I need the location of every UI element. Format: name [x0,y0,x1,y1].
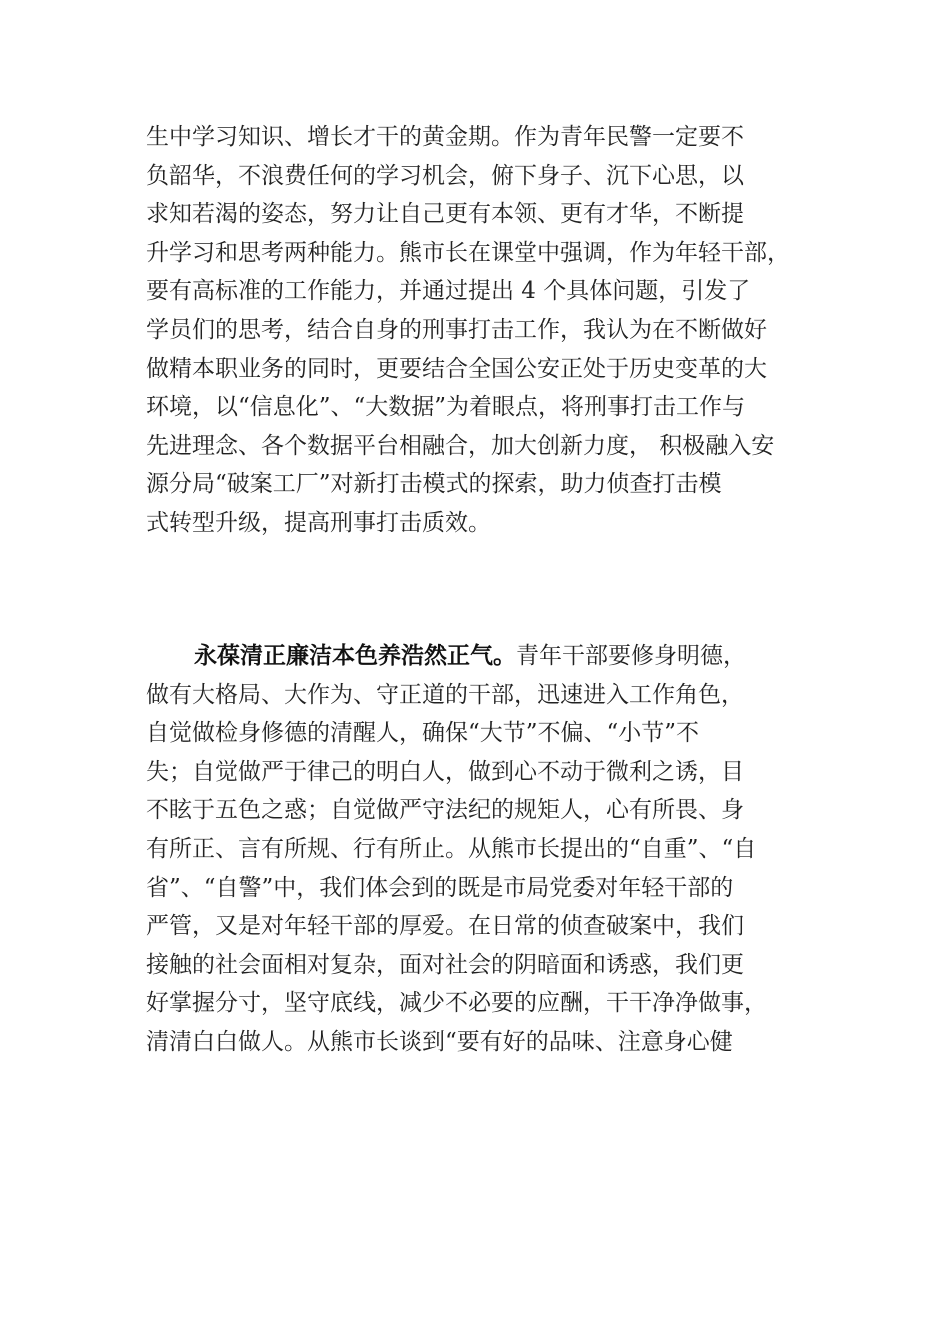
text-line: 学员们的思考，结合自身的刑事打击工作，我认为在不断做好 [146,316,767,343]
text-line: 做精本职业务的同时，更要结合全国公安正处于历史变革的大 [146,355,767,382]
text-line: 先进理念、各个数据平台相融合，加大创新力度， 积极融入安 [146,432,775,459]
section-heading: 永葆清正廉洁本色养浩然正气。 [194,643,516,669]
text-line: 升学习和思考两种能力。熊市长在课堂中强调，作为年轻干部， [146,239,790,266]
text-line: 严管，又是对年轻干部的厚爱。在日常的侦查破案中，我们 [146,913,744,940]
paragraph-1 [146,118,846,543]
text-line: 求知若渴的姿态，努力让自己更有本领、更有才华，不断提 [146,201,744,228]
text-line: 清清白白做人。从熊市长谈到“要有好的品味、注意身心健 [146,1028,733,1055]
text-line: 自觉做检身修德的清醒人，确保“大节”不偏、“小节”不 [146,720,700,747]
text-line: 生中学习知识、增长才干的黄金期。作为青年民警一定要不 [146,124,744,150]
text-line-first [146,637,846,676]
text-line: 好掌握分寸，坚守底线，减少不必要的应酬，干干净净做事， [146,990,767,1017]
text-line: 做有大格局、大作为、守正道的干部，迅速进入工作角色， [146,681,744,708]
text-line: 省”、“自警”中，我们体会到的既是市局党委对年轻干部的 [146,874,734,901]
paragraph-2 [146,637,846,1062]
text-line: 有所正、言有所规、行有所止。从熊市长提出的“自重”、“自 [146,835,757,862]
heading-line-rest: 青年干部要修身明德， [516,643,746,669]
text-line: 失；自觉做严于律己的明白人，做到心不动于微利之诱，目 [146,758,744,785]
text-line: 源分局“破案工厂”对新打击模式的探索，助力侦查打击模 [146,471,722,498]
text-line: 负韶华，不浪费任何的学习机会，俯下身子、沉下心思，以 [146,162,744,189]
text-line: 式转型升级，提高刑事打击质效。 [146,509,491,536]
text-line: 环境，以“信息化”、“大数据”为着眼点，将刑事打击工作与 [146,394,746,421]
text-line: 要有高标准的工作能力，并通过提出 4 个具体问题，引发了 [146,278,751,305]
text-line: 不眩于五色之惑；自觉做严守法纪的规矩人，心有所畏、身 [146,797,744,824]
text-line: 接触的社会面相对复杂，面对社会的阴暗面和诱惑，我们更 [146,951,744,978]
